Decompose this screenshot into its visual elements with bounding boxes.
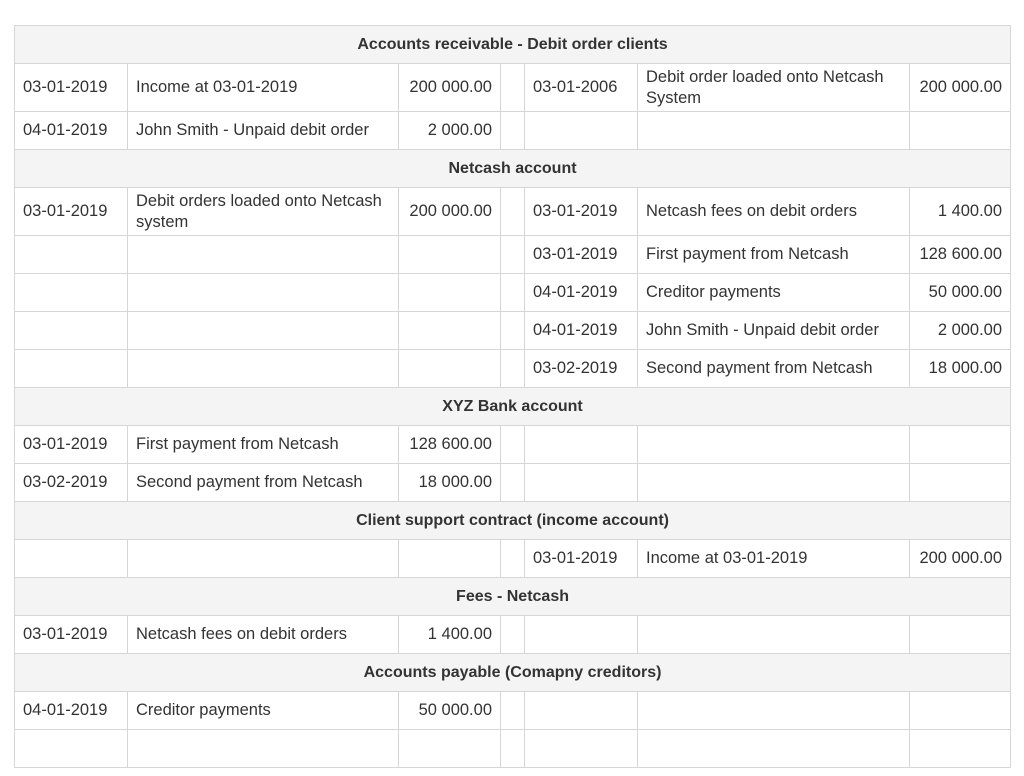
debit-description-cell bbox=[128, 350, 399, 388]
debit-amount-cell bbox=[399, 730, 501, 768]
credit-amount-cell: 128 600.00 bbox=[910, 236, 1011, 274]
debit-date-cell: 04-01-2019 bbox=[15, 692, 128, 730]
column-divider bbox=[501, 426, 525, 464]
debit-date-cell bbox=[15, 350, 128, 388]
debit-description-cell bbox=[128, 312, 399, 350]
ledger-entry-row bbox=[15, 616, 1011, 654]
debit-amount-cell bbox=[399, 540, 501, 578]
debit-date-cell bbox=[15, 274, 128, 312]
credit-date-cell: 03-01-2006 bbox=[525, 64, 638, 112]
debit-date-cell bbox=[15, 730, 128, 768]
column-divider bbox=[501, 540, 525, 578]
column-divider bbox=[501, 692, 525, 730]
column-divider bbox=[501, 188, 525, 236]
account-title: Client support contract (income account) bbox=[15, 502, 1011, 540]
debit-description-cell: Debit orders loaded onto Netcash system bbox=[128, 188, 399, 236]
debit-amount-cell: 18 000.00 bbox=[399, 464, 501, 502]
credit-date-cell: 04-01-2019 bbox=[525, 312, 638, 350]
debit-amount-cell: 50 000.00 bbox=[399, 692, 501, 730]
credit-date-cell bbox=[525, 730, 638, 768]
credit-date-cell: 03-01-2019 bbox=[525, 236, 638, 274]
column-divider bbox=[501, 312, 525, 350]
column-divider bbox=[501, 464, 525, 502]
debit-description-cell: First payment from Netcash bbox=[128, 426, 399, 464]
debit-description-cell: Netcash fees on debit orders bbox=[128, 616, 399, 654]
debit-date-cell bbox=[15, 312, 128, 350]
ledger-entry-row bbox=[15, 730, 1011, 768]
ledger-container bbox=[14, 25, 1010, 768]
account-section-header bbox=[15, 150, 1011, 188]
column-divider bbox=[501, 112, 525, 150]
account-section-header bbox=[15, 654, 1011, 692]
credit-date-cell bbox=[525, 616, 638, 654]
debit-amount-cell bbox=[399, 236, 501, 274]
ledger-entry-row bbox=[15, 464, 1011, 502]
credit-date-cell bbox=[525, 426, 638, 464]
debit-amount-cell bbox=[399, 312, 501, 350]
credit-description-cell bbox=[638, 692, 910, 730]
debit-amount-cell: 200 000.00 bbox=[399, 188, 501, 236]
credit-date-cell bbox=[525, 112, 638, 150]
credit-description-cell: John Smith - Unpaid debit order bbox=[638, 312, 910, 350]
credit-amount-cell: 18 000.00 bbox=[910, 350, 1011, 388]
debit-description-cell: Creditor payments bbox=[128, 692, 399, 730]
credit-description-cell: Second payment from Netcash bbox=[638, 350, 910, 388]
credit-description-cell: First payment from Netcash bbox=[638, 236, 910, 274]
account-section-header bbox=[15, 578, 1011, 616]
t-account-ledger-table bbox=[14, 25, 1011, 768]
credit-description-cell: Netcash fees on debit orders bbox=[638, 188, 910, 236]
credit-amount-cell bbox=[910, 730, 1011, 768]
debit-description-cell: Second payment from Netcash bbox=[128, 464, 399, 502]
account-section-header bbox=[15, 502, 1011, 540]
debit-description-cell: Income at 03-01-2019 bbox=[128, 64, 399, 112]
column-divider bbox=[501, 350, 525, 388]
credit-date-cell: 03-02-2019 bbox=[525, 350, 638, 388]
column-divider bbox=[501, 616, 525, 654]
ledger-entry-row bbox=[15, 426, 1011, 464]
debit-date-cell bbox=[15, 540, 128, 578]
credit-date-cell: 03-01-2019 bbox=[525, 540, 638, 578]
credit-amount-cell bbox=[910, 616, 1011, 654]
column-divider bbox=[501, 274, 525, 312]
credit-date-cell: 04-01-2019 bbox=[525, 274, 638, 312]
ledger-entry-row bbox=[15, 236, 1011, 274]
account-title: Netcash account bbox=[15, 150, 1011, 188]
credit-date-cell: 03-01-2019 bbox=[525, 188, 638, 236]
debit-amount-cell: 1 400.00 bbox=[399, 616, 501, 654]
credit-date-cell bbox=[525, 692, 638, 730]
credit-description-cell bbox=[638, 730, 910, 768]
credit-description-cell bbox=[638, 464, 910, 502]
account-section-header bbox=[15, 388, 1011, 426]
ledger-entry-row bbox=[15, 350, 1011, 388]
debit-amount-cell: 2 000.00 bbox=[399, 112, 501, 150]
credit-description-cell bbox=[638, 616, 910, 654]
credit-amount-cell: 200 000.00 bbox=[910, 64, 1011, 112]
credit-amount-cell: 1 400.00 bbox=[910, 188, 1011, 236]
ledger-entry-row bbox=[15, 64, 1011, 112]
credit-description-cell bbox=[638, 112, 910, 150]
column-divider bbox=[501, 236, 525, 274]
credit-date-cell bbox=[525, 464, 638, 502]
debit-description-cell bbox=[128, 274, 399, 312]
credit-description-cell: Debit order loaded onto Netcash System bbox=[638, 64, 910, 112]
debit-amount-cell: 200 000.00 bbox=[399, 64, 501, 112]
ledger-entry-row bbox=[15, 188, 1011, 236]
ledger-body bbox=[15, 26, 1011, 768]
debit-description-cell bbox=[128, 540, 399, 578]
debit-date-cell: 03-01-2019 bbox=[15, 188, 128, 236]
debit-date-cell: 03-01-2019 bbox=[15, 426, 128, 464]
column-divider bbox=[501, 64, 525, 112]
ledger-entry-row bbox=[15, 274, 1011, 312]
credit-amount-cell bbox=[910, 692, 1011, 730]
debit-description-cell: John Smith - Unpaid debit order bbox=[128, 112, 399, 150]
ledger-entry-row bbox=[15, 112, 1011, 150]
account-section-header bbox=[15, 26, 1011, 64]
debit-amount-cell bbox=[399, 274, 501, 312]
debit-description-cell bbox=[128, 730, 399, 768]
account-title: Fees - Netcash bbox=[15, 578, 1011, 616]
credit-amount-cell: 200 000.00 bbox=[910, 540, 1011, 578]
debit-amount-cell: 128 600.00 bbox=[399, 426, 501, 464]
credit-description-cell: Creditor payments bbox=[638, 274, 910, 312]
debit-date-cell: 04-01-2019 bbox=[15, 112, 128, 150]
credit-amount-cell bbox=[910, 112, 1011, 150]
column-divider bbox=[501, 730, 525, 768]
account-title: Accounts receivable - Debit order clients bbox=[15, 26, 1011, 64]
debit-date-cell: 03-01-2019 bbox=[15, 64, 128, 112]
account-title: XYZ Bank account bbox=[15, 388, 1011, 426]
credit-description-cell: Income at 03-01-2019 bbox=[638, 540, 910, 578]
credit-amount-cell bbox=[910, 464, 1011, 502]
credit-description-cell bbox=[638, 426, 910, 464]
debit-date-cell: 03-02-2019 bbox=[15, 464, 128, 502]
credit-amount-cell: 50 000.00 bbox=[910, 274, 1011, 312]
credit-amount-cell: 2 000.00 bbox=[910, 312, 1011, 350]
debit-date-cell bbox=[15, 236, 128, 274]
ledger-entry-row bbox=[15, 692, 1011, 730]
debit-amount-cell bbox=[399, 350, 501, 388]
debit-date-cell: 03-01-2019 bbox=[15, 616, 128, 654]
debit-description-cell bbox=[128, 236, 399, 274]
ledger-entry-row bbox=[15, 312, 1011, 350]
credit-amount-cell bbox=[910, 426, 1011, 464]
ledger-entry-row bbox=[15, 540, 1011, 578]
account-title: Accounts payable (Comapny creditors) bbox=[15, 654, 1011, 692]
